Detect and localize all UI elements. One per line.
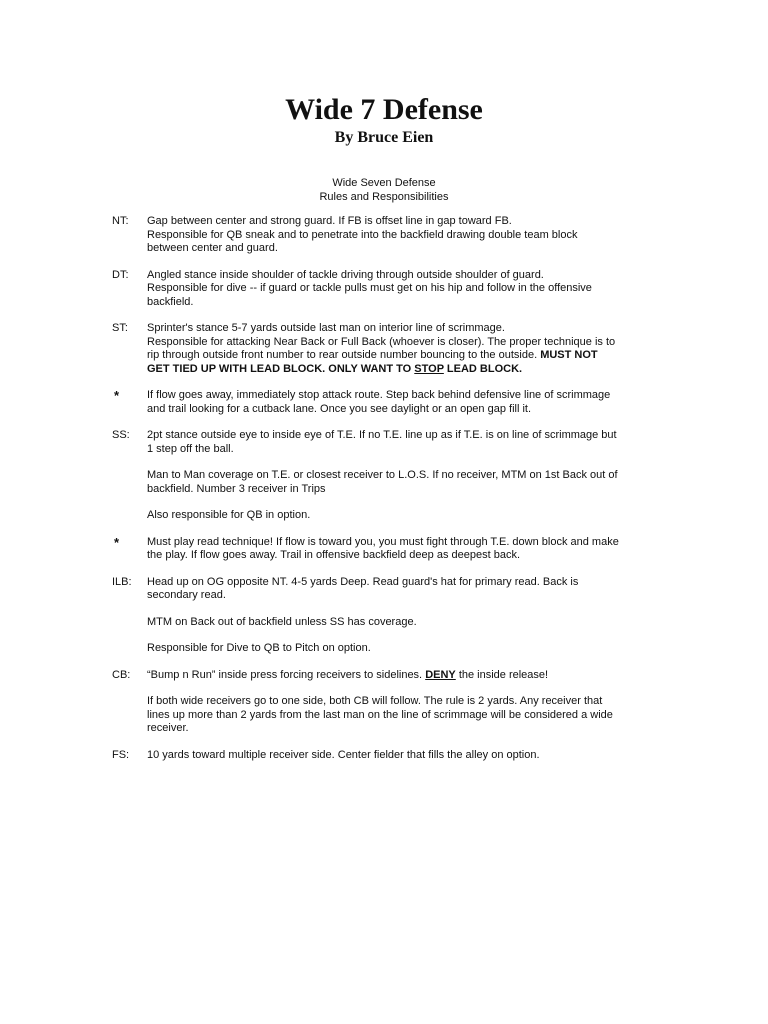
subheading-line-1: Wide Seven Defense [332, 177, 436, 189]
asterisk-marker: * [114, 388, 120, 403]
rule-text: “Bump n Run” inside press forcing receivers to sidelines. [147, 668, 423, 681]
rule-paragraph [147, 642, 648, 656]
rule-paragraph [147, 429, 648, 456]
document-subheading [0, 177, 768, 204]
rule-paragraph [147, 576, 648, 603]
rule-text-line: receiver. [147, 722, 189, 734]
emphasis-text: GET TIED UP WITH LEAD BLOCK. ONLY WANT TO [147, 362, 412, 375]
rule-text-line: between center and guard. [147, 242, 278, 254]
position-label-st: ST: [112, 322, 128, 334]
rule-text-line: and trail looking for a cutback lane. Once you see daylight or an open gap fill it. [147, 402, 532, 415]
position-label-ilb: ILB: [112, 575, 132, 588]
rule-text-line [147, 349, 648, 363]
rule-paragraph [147, 616, 648, 630]
rule-text-line: secondary read. [147, 589, 226, 601]
rule-text-line: the play. If flow goes away. Trail in offensive backfield deep as deepest back. [147, 549, 520, 561]
emphasis-underlined-stop: STOP [414, 362, 444, 375]
rule-text-line: Responsible for dive -- if guard or tackle pulls must get on his hip and follow in the offensive [147, 282, 592, 294]
rule-text-line: Also responsible for QB in option. [147, 509, 311, 521]
rule-text-line: 10 yards toward multiple receiver side. Center fielder that fills the alley on option. [147, 748, 540, 761]
rule-text-line: 1 step off the ball. [147, 442, 234, 455]
rule-paragraph [147, 509, 648, 523]
asterisk-marker: * [114, 534, 120, 550]
rule-ilb [112, 576, 648, 656]
rule-text-line: If both wide receivers go to one side, both CB will follow. The rule is 2 yards. Any receiver that [147, 695, 603, 707]
position-label-cb: CB: [112, 668, 131, 681]
rule-text-line: Sprinter's stance 5-7 yards outside last man on interior line of scrimmage. [147, 322, 505, 334]
rule-read-technique-note [112, 536, 648, 563]
rule-paragraph [147, 695, 648, 736]
rule-flow-away-note [112, 389, 648, 416]
rule-text-line: If flow goes away, immediately stop attack route. Step back behind defensive line of scrimmage [147, 389, 611, 401]
rule-nt [112, 215, 648, 256]
rules-body [112, 215, 648, 775]
rule-text: rip through outside front number to rear outside number bouncing to the outside. [147, 349, 538, 361]
emphasis-text: LEAD BLOCK. [446, 362, 523, 375]
rule-text: the inside release! [458, 668, 549, 681]
rule-dt [112, 269, 648, 310]
position-label-fs: FS: [112, 748, 130, 761]
emphasis-underlined-deny: DENY [425, 668, 456, 681]
rule-text-line: Man to Man coverage on T.E. or closest receiver to L.O.S. If no receiver, MTM on 1st Back out of [147, 469, 618, 481]
rule-text-line: Responsible for attacking Near Back or Full Back (whoever is closer). The proper technique is to [147, 335, 616, 348]
rule-text-line [147, 669, 648, 683]
rule-paragraph [147, 669, 648, 683]
rule-paragraph [147, 469, 648, 496]
rule-text-line: Responsible for QB sneak and to penetrate into the backfield drawing double team block [147, 228, 578, 241]
emphasis-line [147, 363, 648, 377]
rule-text-line: MTM on Back out of backfield unless SS has coverage. [147, 615, 417, 628]
rule-st [112, 322, 648, 376]
rule-text-line: Angled stance inside shoulder of tackle driving through outside shoulder of guard. [147, 268, 544, 281]
document-byline: By Bruce Eien [334, 129, 434, 146]
document-title: Wide 7 Defense [285, 93, 483, 126]
emphasis-text: MUST NOT [540, 349, 598, 361]
rule-text-line: backfield. [147, 295, 194, 308]
position-label-ss: SS: [112, 429, 130, 441]
rule-cb [112, 669, 648, 736]
rule-text-line: backfield. Number 3 receiver in Trips [147, 482, 326, 495]
rule-text-line: Head up on OG opposite NT. 4-5 yards Deep. Read guard's hat for primary read. Back is [147, 575, 579, 588]
position-label-dt: DT: [112, 268, 129, 281]
position-label-nt: NT: [112, 215, 129, 227]
rule-text-line: lines up more than 2 yards from the last man on the line of scrimmage will be considered a wide [147, 708, 613, 721]
rule-fs [112, 749, 648, 763]
rule-text-line: Must play read technique! If flow is toward you, you must fight through T.E. down block and make [147, 535, 619, 548]
rule-ss [112, 429, 648, 523]
rule-text-line: 2pt stance outside eye to inside eye of T.E. If no T.E. line up as if T.E. is on line of scrimmage but [147, 429, 617, 441]
rule-text-line: Responsible for Dive to QB to Pitch on option. [147, 642, 371, 654]
subheading-line-2: Rules and Responsibilities [319, 190, 449, 203]
rule-text-line: Gap between center and strong guard. If FB is offset line in gap toward FB. [147, 215, 512, 227]
